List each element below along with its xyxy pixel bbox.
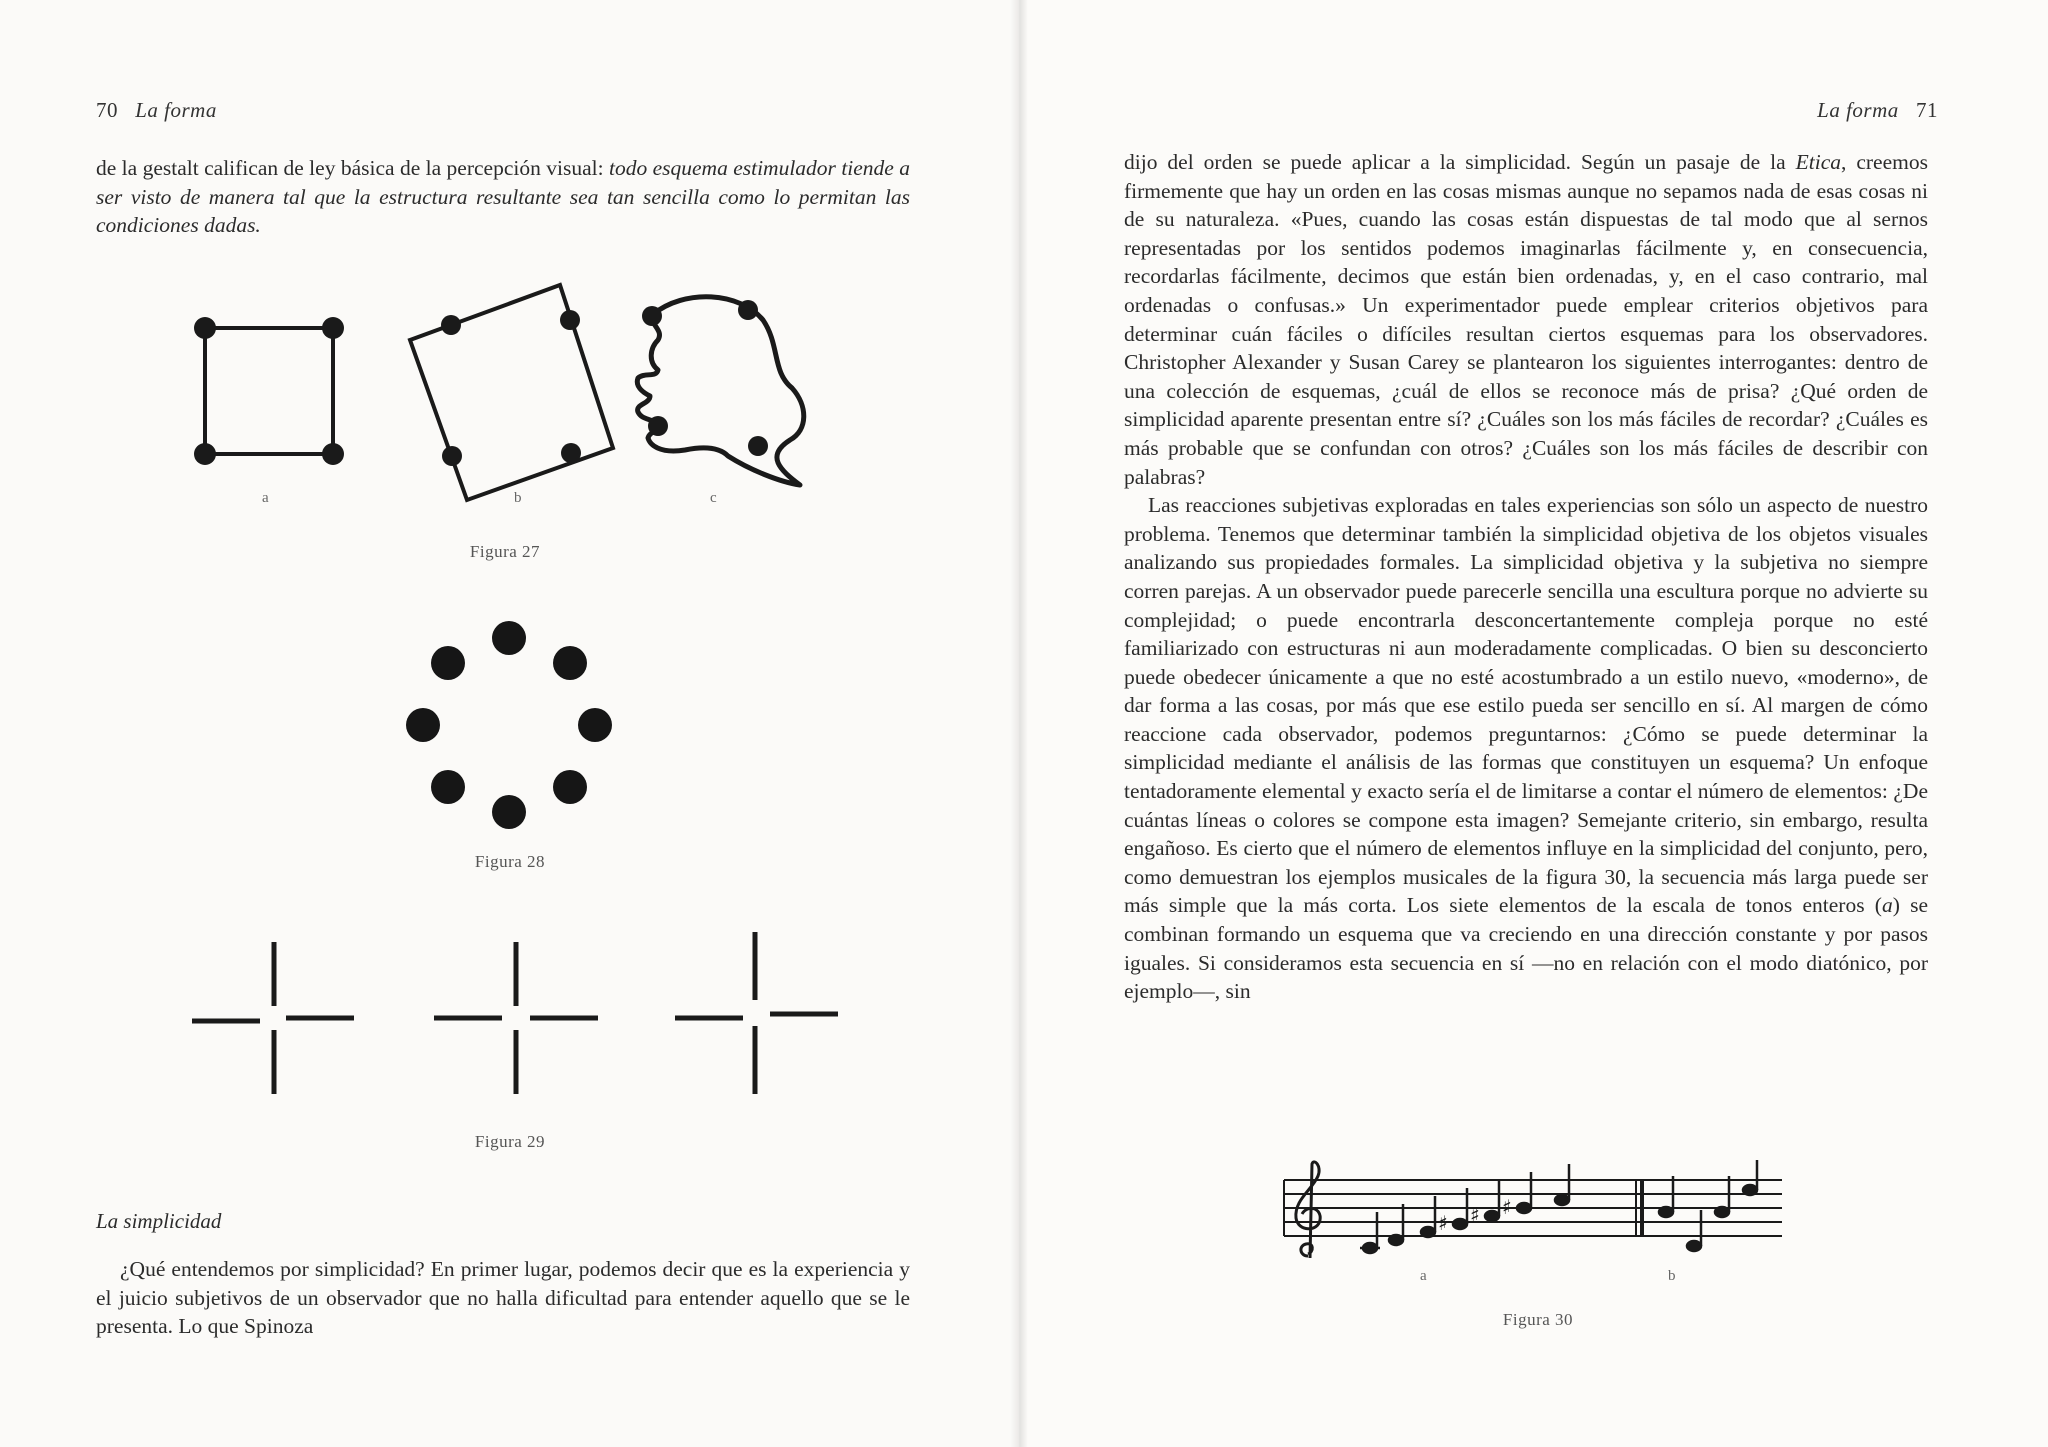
intro-italic-text: todo esquema estimulador tiende a ser visto de manera tal que la estructura resultante sea tan sencilla como lo permitan las condiciones dadas.: [96, 156, 910, 238]
figure-27a-dots: [194, 317, 344, 465]
right-body-text: [1124, 148, 1928, 1006]
treble-clef-icon: [1296, 1162, 1320, 1258]
figure-27-label-a: a: [262, 490, 269, 506]
section-title: La simplicidad: [96, 1209, 222, 1233]
simplicity-paragraph: [96, 1255, 910, 1341]
figure-27c-dots: [642, 300, 768, 456]
figure-30-label-a: a: [1420, 1268, 1427, 1284]
figure-28-caption: Figura 28: [474, 852, 546, 871]
intro-plain-text: de la gestalt califican de ley básica de la percepción visual:: [96, 156, 609, 180]
svg-text:♯: ♯: [1502, 1195, 1512, 1219]
left-page-number: 70: [96, 98, 118, 122]
book-gutter: [1010, 0, 1028, 1447]
left-running-head: [96, 98, 217, 123]
figure-29: [180, 920, 860, 1120]
figure-27a-square: [205, 328, 333, 454]
simplicity-text: ¿Qué entendemos por simplicidad? En primer lugar, podemos decir que es la experiencia y el juicio subjetivos de un observador que no halla dificultad para entender aquello que se le presenta. Lo que Spinoza: [96, 1257, 910, 1339]
figure-30-label-b: b: [1668, 1268, 1676, 1284]
figure-28: [395, 610, 625, 840]
left-running-title: La forma: [135, 98, 217, 122]
figure-30: [1278, 1160, 1798, 1280]
svg-text:♯: ♯: [1438, 1211, 1448, 1235]
intro-paragraph: [96, 154, 910, 240]
left-page: [0, 0, 1018, 1447]
figure-27b-dots: [441, 310, 581, 466]
figure-27-caption: Figura 27: [469, 542, 541, 561]
right-paragraph-2: Las reacciones subjetivas exploradas en tales experiencias son sólo un aspecto de nuestro problema. Tenemos que determinar también la simplicidad objetiva de los objetos visuales analizando sus propiedades formales. La simplicidad objetiva y la subjetiva no siempre corren parejas. A un observador puede parecerle sencilla una escultura porque no advierte su complejidad; o puede encontrarla desconcertantemente compleja porque no esté familiarizado con estructuras ni aun moderadamente complicadas. O bien su desconcierto puede obedecer únicamente a que no esté acostumbrado a un estilo nuevo, «moderno», de dar forma a las cosas, por más que ese estilo pueda ser sencillo en sí. Al margen de cómo reaccione cada observador, podemos preguntarnos: ¿Cómo se puede determinar la simplicidad mediante el análisis de las formas que constituyen un esquema? Un enfoque tentadoramente elemental y exacto sería el de limitarse a contar el número de elementos: ¿De cuántas líneas o colores se compone esta imagen? Semejante criterio, sin embargo, resulta engañoso. Es cierto que el número de elementos influye en la simplicidad del conjunto, pero, como demuestran los ejemplos musicales de la figura 30, la secuencia más larga puede ser más simple que la más corta. Los siete elementos de la escala de tonos enteros (a) se combinan formando un esquema que va creciendo en una dirección constante y por pasos iguales. Si consideramos esta secuencia en sí —no en relación con el modo diatónico, por ejemplo—, sin: [1124, 493, 1929, 1004]
figure-27-label-b: b: [514, 490, 522, 506]
figure-27-label-c: c: [710, 490, 717, 506]
svg-text:♯: ♯: [1470, 1203, 1480, 1227]
figure-30-caption: Figura 30: [1502, 1310, 1574, 1329]
right-page: [1018, 0, 2048, 1447]
right-paragraph-1: dijo del orden se puede aplicar a la simplicidad. Según un pasaje de la Etica, creemos firmemente que hay un orden en las cosas mismas aunque no sepamos nada de esas cosas ni de su naturaleza. «Pues, cuando las cosas están dispuestas de tal modo que al sernos representadas por los sentidos podemos imaginarlas fácilmente y, en consecuencia, recordarlas fácilmente, decimos que están bien ordenadas, y, en el caso contrario, mal ordenadas o confusas.» Un experimentador puede emplear criterios objetivos para determinar cuán fáciles o difíciles resultan ciertos esquemas para los observadores. Christopher Alexander y Susan Carey se plantearon los siguientes interrogantes: dentro de una colección de esquemas, ¿cuál de ellos se reconoce más de prisa? ¿Qué orden de simplicidad aparente presentan entre sí? ¿Cuáles son los más fáciles de recordar? ¿Cuáles es más probable que se confundan con otros? ¿Cuáles son los más fáciles de describir con palabras?: [1124, 150, 1928, 489]
figure-29-caption: Figura 29: [474, 1132, 546, 1151]
right-running-head: [1817, 98, 1938, 123]
figure-27c-profile: [637, 297, 803, 485]
figure-27: [180, 280, 840, 530]
figure-27b-tilted-square: [410, 285, 613, 500]
right-page-number: 71: [1916, 98, 1938, 122]
right-running-title: La forma: [1817, 98, 1899, 122]
